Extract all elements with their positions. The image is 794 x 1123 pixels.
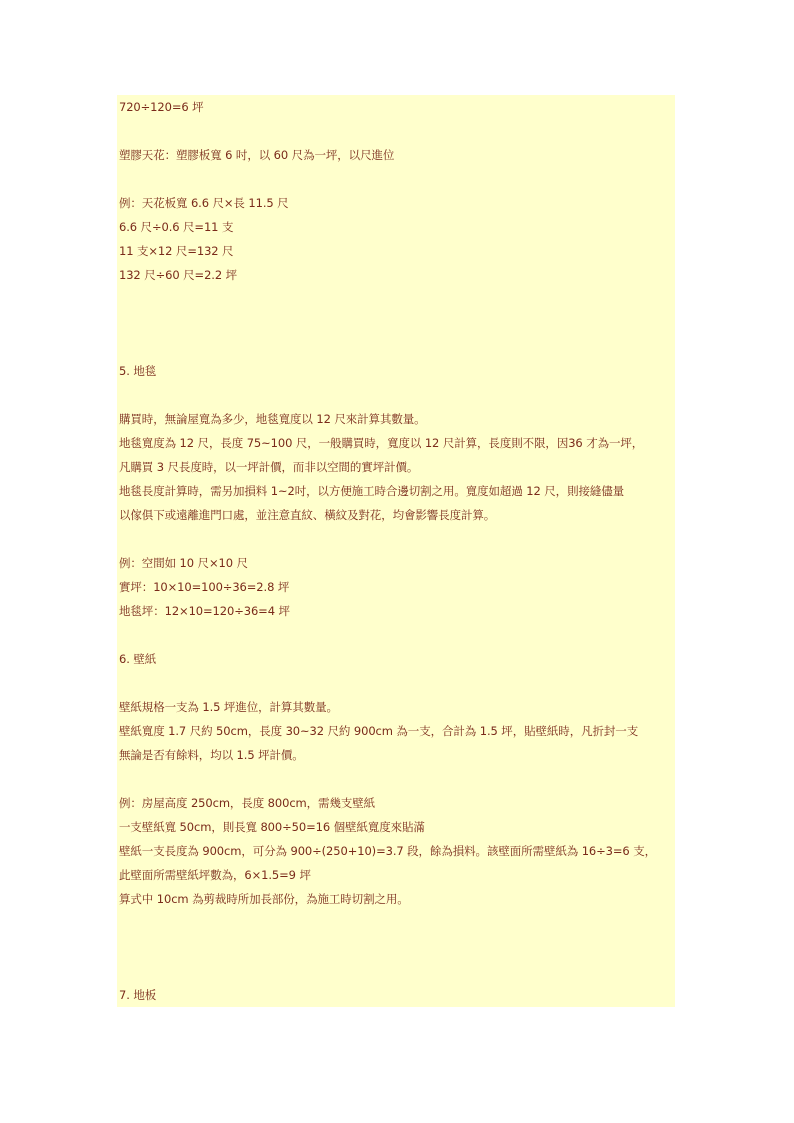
calc-line: 720÷120=6 坪 — [119, 100, 204, 114]
paragraph-line: 地毯長度計算時，需另加損料 1~2吋，以方便施工時合邊切割之用。寬度如超過 12 尺，則接縫儘量 — [119, 484, 625, 498]
example-line: 例：天花板寬 6.6 尺×長 11.5 尺 — [119, 196, 289, 210]
calc-line: 132 尺÷60 尺=2.2 坪 — [119, 268, 238, 282]
paragraph-line: 地毯寬度為 12 尺，長度 75~100 尺，一般購買時，寬度以 12 尺計算，長度則不限，因36 才為一坪， — [119, 436, 644, 450]
example-line: 例：空間如 10 尺×10 尺 — [119, 556, 248, 570]
section-heading-wallpaper: 6. 壁紙 — [119, 652, 157, 666]
calc-line: 6.6 尺÷0.6 尺=11 支 — [119, 220, 234, 234]
calc-line: 11 支×12 尺=132 尺 — [119, 244, 234, 258]
paragraph-line: 壁紙寬度 1.7 尺約 50cm，長度 30~32 尺約 900cm 為一支，合計為 1.5 坪，貼壁紙時，凡折封一支 — [119, 724, 639, 738]
calc-line: 此壁面所需壁紙坪數為，6×1.5=9 坪 — [119, 868, 311, 882]
calc-line: 壁紙一支長度為 900cm，可分為 900÷(250+10)=3.7 段，餘為損料。該壁面所需壁紙為 16÷3=6 支， — [119, 844, 656, 858]
section-heading-flooring: 7. 地板 — [119, 988, 157, 1002]
plastic-ceiling-rule: 塑膠天花：塑膠板寬 6 吋，以 60 尺為一坪，以尺進位 — [119, 148, 395, 162]
calc-line: 實坪：10×10=100÷36=2.8 坪 — [119, 580, 290, 594]
paragraph-line: 壁紙規格一支為 1.5 坪進位，計算其數量。 — [119, 700, 338, 714]
paragraph-line: 凡購買 3 尺長度時，以一坪計價，而非以空間的實坪計價。 — [119, 460, 419, 474]
paragraph-line: 無論是否有餘料，均以 1.5 坪計價。 — [119, 748, 304, 762]
example-line: 例：房屋高度 250cm，長度 800cm，需幾支壁紙 — [119, 796, 376, 810]
calc-line: 地毯坪：12×10=120÷36=4 坪 — [119, 604, 290, 618]
paragraph-line: 以傢俱下或遠離進門口處，並注意直紋、橫紋及對花，均會影響長度計算。 — [119, 508, 496, 522]
section-heading-carpet: 5. 地毯 — [119, 364, 157, 378]
note-line: 算式中 10cm 為剪裁時所加長部份，為施工時切割之用。 — [119, 892, 409, 906]
paragraph-line: 購買時，無論屋寬為多少，地毯寬度以 12 尺來計算其數量。 — [119, 412, 426, 426]
calc-line: 一支壁紙寬 50cm，則長寬 800÷50=16 個壁紙寬度來貼滿 — [119, 820, 425, 834]
